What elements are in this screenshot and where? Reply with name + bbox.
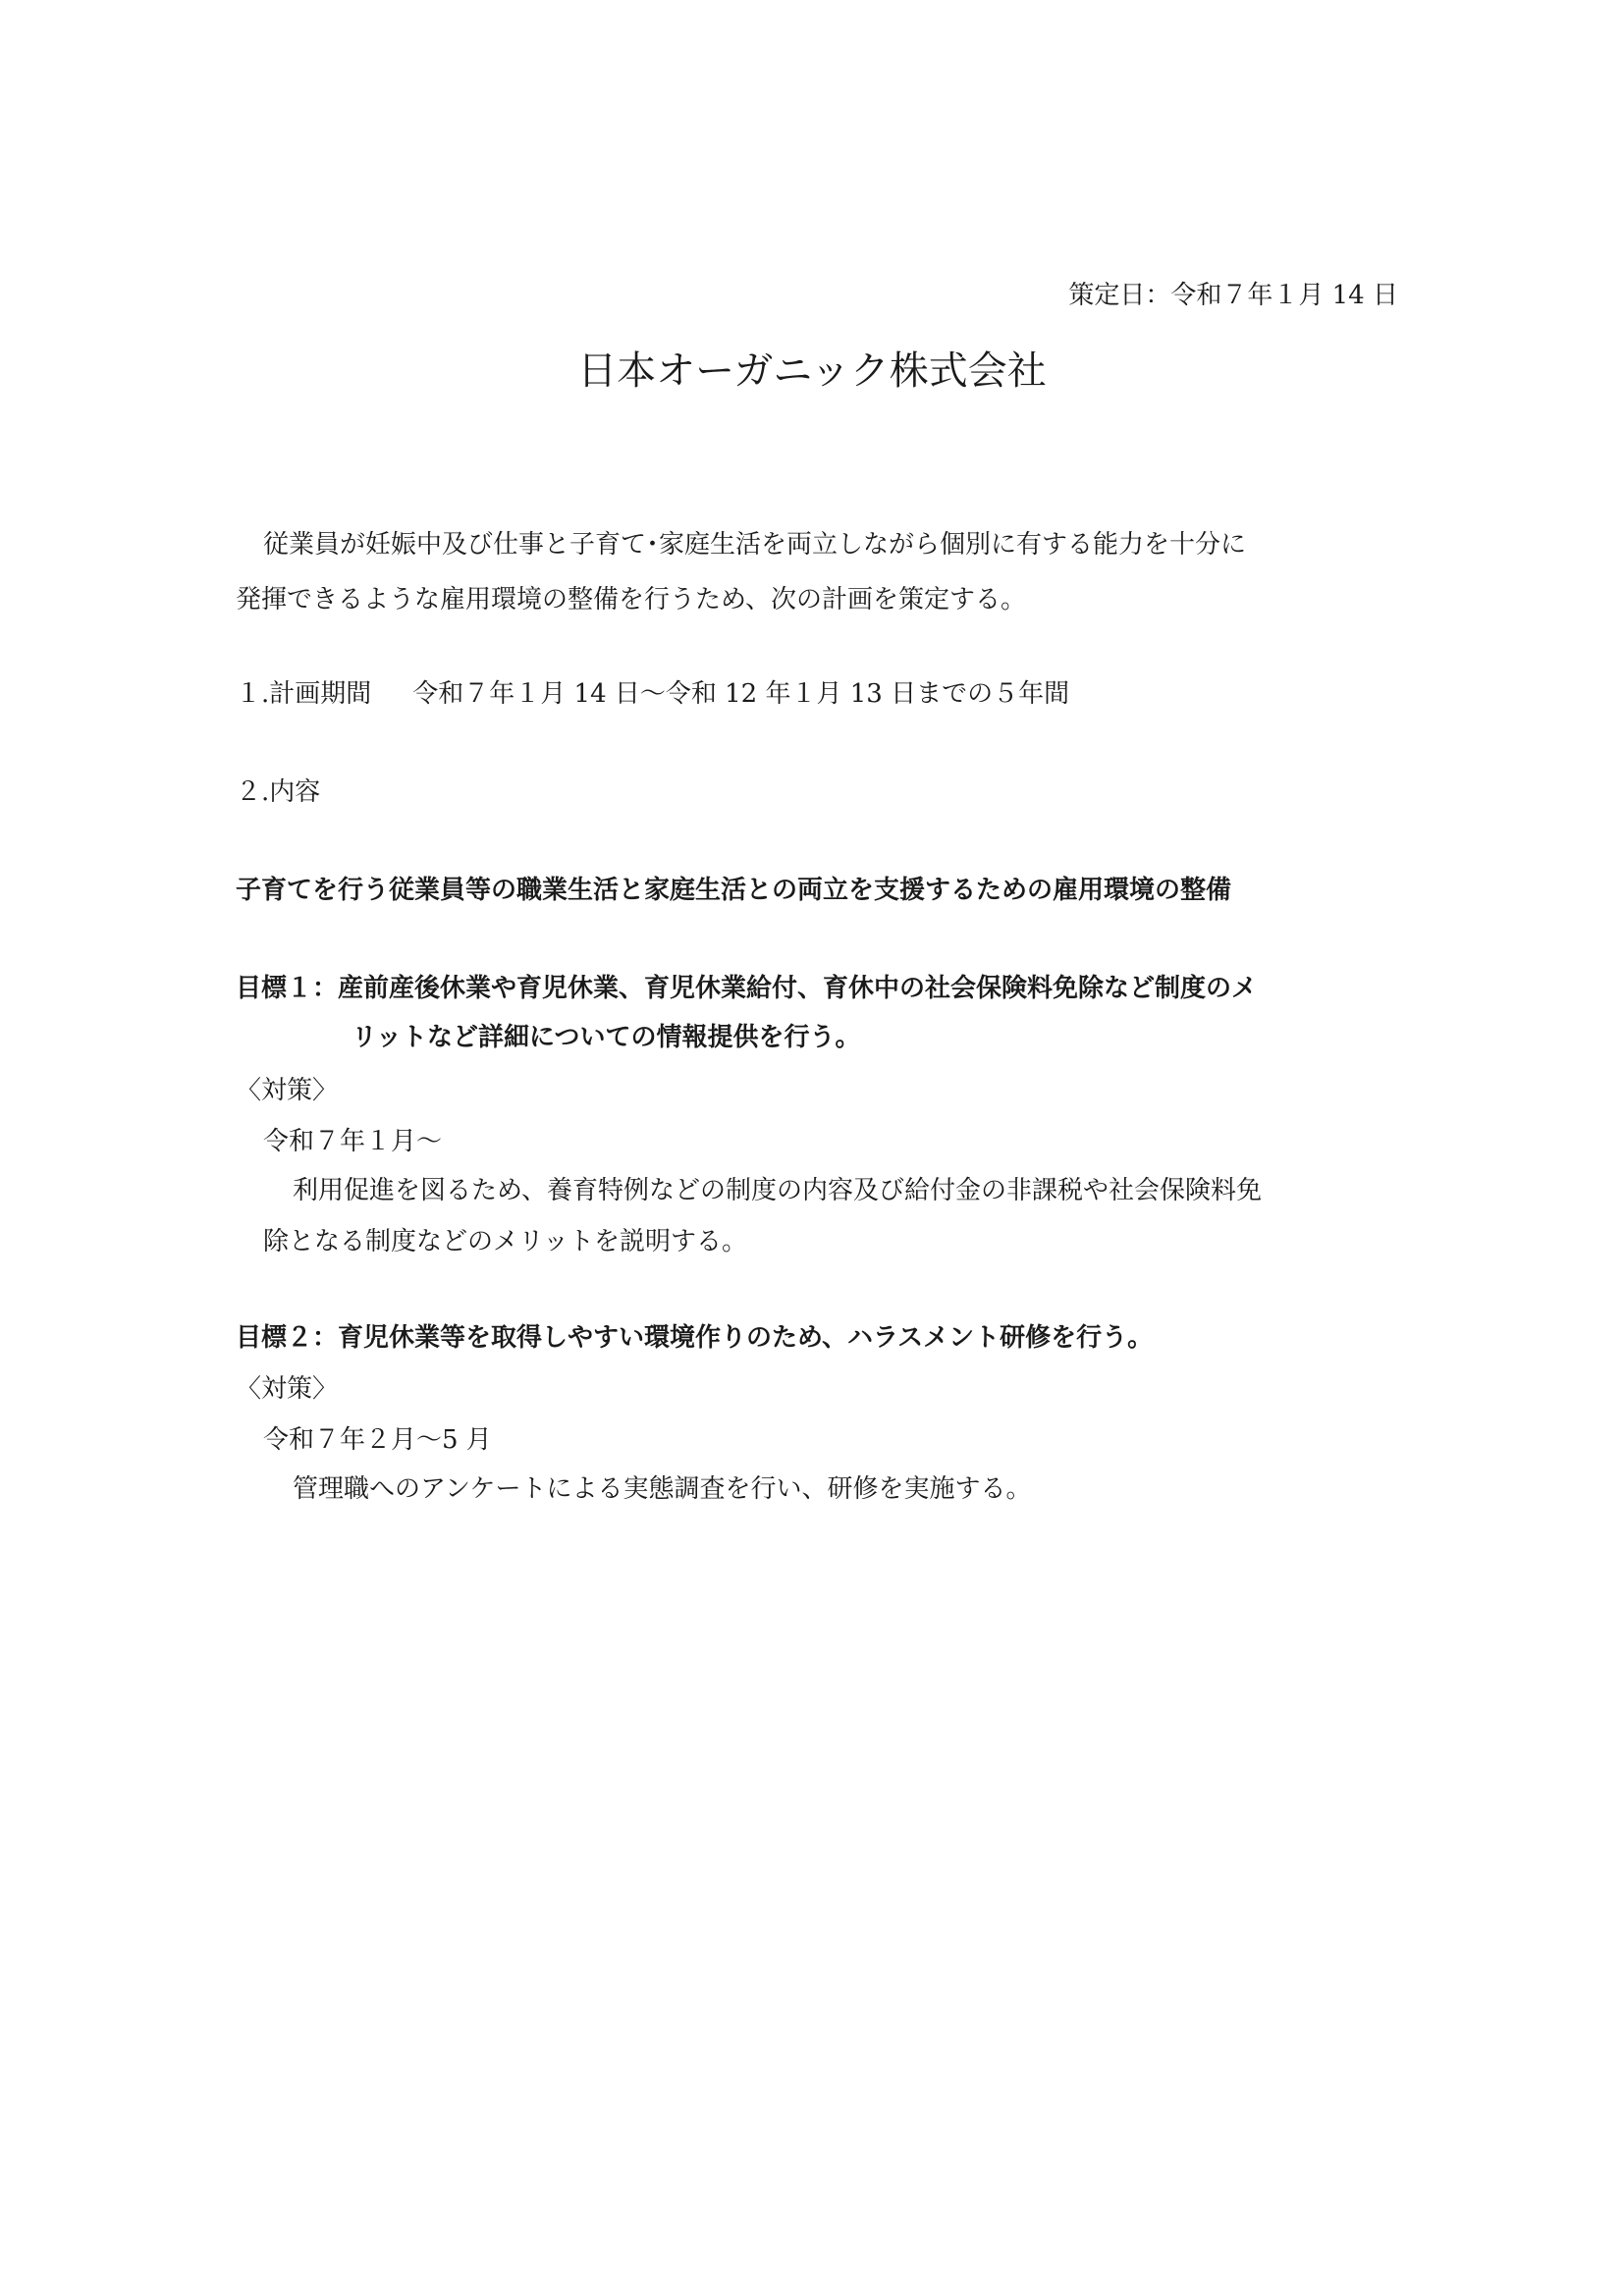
company-title: 日本オーガニック株式会社 — [577, 348, 1047, 394]
section1-period — [236, 677, 1069, 711]
goal2-measures-label: 〈対策〉 — [236, 1374, 339, 1404]
goal2-description: 管理職へのアンケートによる実態調査を行い、研修を実施する。 — [293, 1474, 1032, 1504]
section1-label: １.計画期間 — [236, 679, 372, 709]
goal1-description-line-1: 利用促進を図るため、養育特例などの制度の内容及び給付金の非課税や社会保険料免 — [293, 1176, 1262, 1205]
section2-label: ２.内容 — [236, 777, 321, 807]
date-line: 策定日：令和７年１月 14 日 — [1068, 281, 1398, 310]
goal2-heading: 目標２：育児休業等を取得しやすい環境作りのため、ハラスメント研修を行う。 — [236, 1323, 1154, 1353]
intro-line-2: 発揮できるような雇用環境の整備を行うため、次の計画を策定する。 — [236, 585, 1026, 614]
section1-value: 令和７年１月 14 日～令和 12 年１月 13 日までの５年間 — [412, 679, 1070, 709]
intro-line-1: 従業員が妊娠中及び仕事と子育て･家庭生活を両立しながら個別に有する能力を十分に — [263, 530, 1247, 560]
goal2-period: 令和７年２月～5 月 — [263, 1425, 492, 1455]
goal1-measures-label: 〈対策〉 — [236, 1076, 339, 1105]
theme-heading: 子育てを行う従業員等の職業生活と家庭生活との両立を支援するための雇用環境の整備 — [236, 876, 1232, 905]
goal1-description-line-2: 除となる制度などのメリットを説明する。 — [263, 1227, 747, 1256]
goal1-heading-line-2: リットなど詳細についての情報提供を行う。 — [352, 1023, 861, 1052]
goal1-period: 令和７年１月～ — [263, 1127, 443, 1156]
goal1-heading-line-1: 目標１：産前産後休業や育児休業、育児休業給付、育休中の社会保険料免除など制度のメ — [236, 974, 1258, 1003]
